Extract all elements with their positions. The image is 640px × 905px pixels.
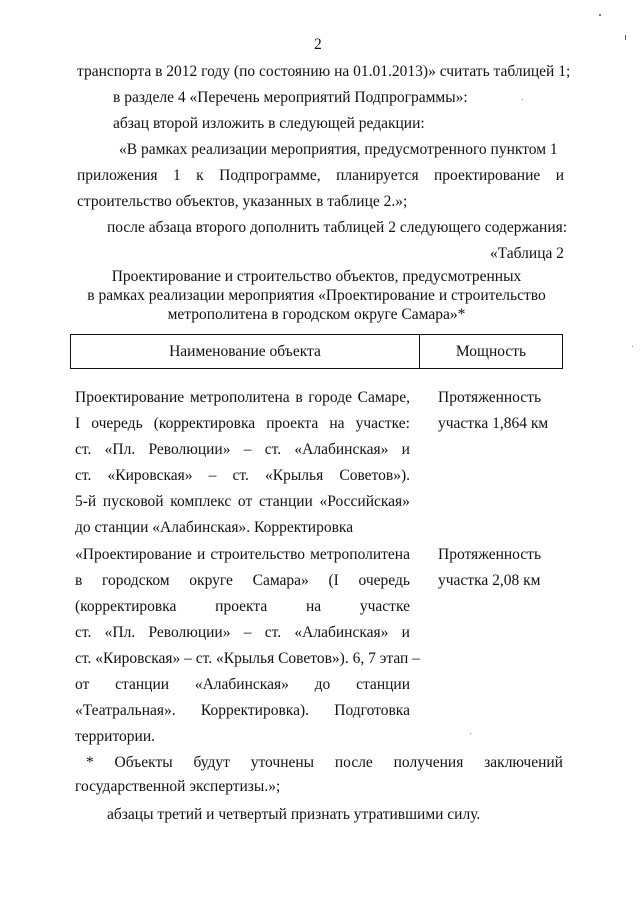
scan-speck xyxy=(599,14,601,16)
capacity-cell-line: участка 1,864 км xyxy=(438,415,549,432)
word: станции xyxy=(115,676,170,693)
word: очередь xyxy=(91,415,143,432)
word: Подпрограмме, xyxy=(219,167,321,184)
capacity-cell-line: Протяженность xyxy=(438,389,542,406)
word: 5-й xyxy=(75,493,97,510)
quote-line: строительство объектов, указанных в таблице 2.»; xyxy=(77,193,408,210)
word: Революции» xyxy=(148,624,231,641)
capacity-cell-line: участка 2,08 км xyxy=(438,572,541,589)
word: городе xyxy=(308,389,352,406)
word: ст. xyxy=(232,467,249,484)
table-title-line: Проектирование и строительство объектов, предусмотренных xyxy=(111,268,522,285)
word: «Пл. xyxy=(104,624,136,641)
scan-speck xyxy=(522,99,523,100)
word: городском xyxy=(102,572,170,589)
footnote-line: государственной экспертизы.»; xyxy=(75,778,281,795)
table-header xyxy=(70,334,563,369)
word: после xyxy=(334,754,373,771)
cell-line xyxy=(75,415,410,433)
paragraph-line: транспорта в 2012 году (по состоянию на 01.01.2013)» считать таблицей 1; xyxy=(77,63,571,80)
quote-line: «В рамках реализации мероприятия, предусмотренного пунктом 1 xyxy=(119,141,558,158)
paragraph-line: после абзаца второго дополнить таблицей 2 следующего содержания: xyxy=(107,219,568,236)
word: проекта xyxy=(215,598,268,615)
word: метрополитена xyxy=(310,546,410,563)
word: (корректировка xyxy=(75,598,177,615)
word: уточнены xyxy=(250,754,315,771)
word: Проектирование xyxy=(75,389,185,406)
word: – xyxy=(243,624,252,641)
word: приложения xyxy=(77,167,158,184)
word: ст. xyxy=(75,467,92,484)
word: ст. xyxy=(264,441,282,458)
closing-paragraph: абзацы третий и четвертый признать утратившими силу. xyxy=(107,806,481,823)
word: станции xyxy=(258,493,313,510)
cell-line xyxy=(75,546,410,564)
word: участке xyxy=(359,598,410,615)
table-title-line: метрополитена в городском округе Самара»* xyxy=(167,306,466,323)
word: и xyxy=(196,546,206,563)
word: метрополитена xyxy=(189,389,290,406)
cell-line xyxy=(75,389,410,407)
word: Объекты xyxy=(114,754,173,771)
header-cell-name: Наименование объекта xyxy=(169,343,321,360)
capacity-cell-line: Протяженность xyxy=(438,546,542,563)
word: на xyxy=(305,598,322,615)
header-cell-capacity: Мощность xyxy=(455,343,527,360)
word: Корректировка). xyxy=(200,702,310,719)
cell-line xyxy=(75,493,410,511)
word: комплекс xyxy=(170,493,232,510)
word: станции xyxy=(356,676,410,693)
word: «Алабинская» xyxy=(294,441,389,458)
word: Самаре, xyxy=(357,389,410,406)
word: пусковой xyxy=(102,493,164,510)
page-number: 2 xyxy=(314,36,322,53)
word: на xyxy=(329,415,345,432)
paragraph-line: в разделе 4 «Перечень мероприятий Подпрограммы»: xyxy=(113,89,468,106)
word: участке: xyxy=(355,415,410,432)
word: Подготовка xyxy=(334,702,410,719)
scan-speck xyxy=(632,346,633,347)
word: – xyxy=(208,467,217,484)
cell-line xyxy=(75,702,410,720)
word: и xyxy=(401,624,410,641)
footnote-line xyxy=(86,754,563,772)
word: к xyxy=(196,167,204,184)
table-label: «Таблица 2 xyxy=(489,245,564,262)
cell-line: территории. xyxy=(75,728,155,745)
word: проекта xyxy=(266,415,319,432)
word: ст. xyxy=(75,624,92,641)
word: округе xyxy=(189,572,233,589)
word: (I xyxy=(328,572,339,589)
word: и xyxy=(555,167,564,184)
table-title-line: в рамках реализации мероприятия «Проектирование и строительство xyxy=(87,287,546,304)
word: «Кировская» xyxy=(107,467,193,484)
word: – xyxy=(243,441,252,458)
word: «Крылья xyxy=(265,467,324,484)
word: будут xyxy=(193,754,230,771)
word: «Театральная». xyxy=(75,702,176,719)
word: заключений xyxy=(484,754,563,771)
cell-line xyxy=(75,467,410,485)
word: в xyxy=(295,389,303,406)
word: I xyxy=(75,415,81,432)
scan-speck xyxy=(470,733,471,734)
word: от xyxy=(75,676,90,693)
cell-line xyxy=(75,441,410,459)
word: проектирование xyxy=(434,167,541,184)
word: получения xyxy=(393,754,464,771)
word: ст. xyxy=(75,441,92,458)
paragraph-line: абзац второй изложить в следующей редакции: xyxy=(113,115,425,132)
word: Революции» xyxy=(148,441,231,458)
word: «Алабинская» xyxy=(294,624,389,641)
word: (корректировка xyxy=(153,415,256,432)
word: «Пл. xyxy=(104,441,136,458)
word: 1 xyxy=(172,167,181,184)
quote-line-justified xyxy=(77,167,564,185)
word: «Алабинская» xyxy=(194,676,289,693)
cell-line: ст. «Кировская» – ст. «Крылья Советов»). 6, 7 этап – xyxy=(75,650,420,667)
word: Советов»). xyxy=(339,467,410,484)
cell-line xyxy=(75,624,410,642)
word: * xyxy=(86,754,94,771)
word: очередь xyxy=(358,572,410,589)
scan-speck xyxy=(625,35,626,40)
word: в xyxy=(75,572,83,589)
cell-line: до станции «Алабинская». Корректировка xyxy=(75,519,354,536)
cell-line xyxy=(75,598,410,616)
cell-line xyxy=(75,572,410,590)
word: «Проектирование xyxy=(75,546,192,563)
word: ст. xyxy=(264,624,282,641)
word: «Российская» xyxy=(319,493,410,510)
word: и xyxy=(401,441,410,458)
cell-line xyxy=(75,676,410,694)
word: Самара» xyxy=(252,572,309,589)
word: планируется xyxy=(336,167,419,184)
word: от xyxy=(237,493,253,510)
word: строительство xyxy=(210,546,306,563)
word: до xyxy=(314,676,331,693)
